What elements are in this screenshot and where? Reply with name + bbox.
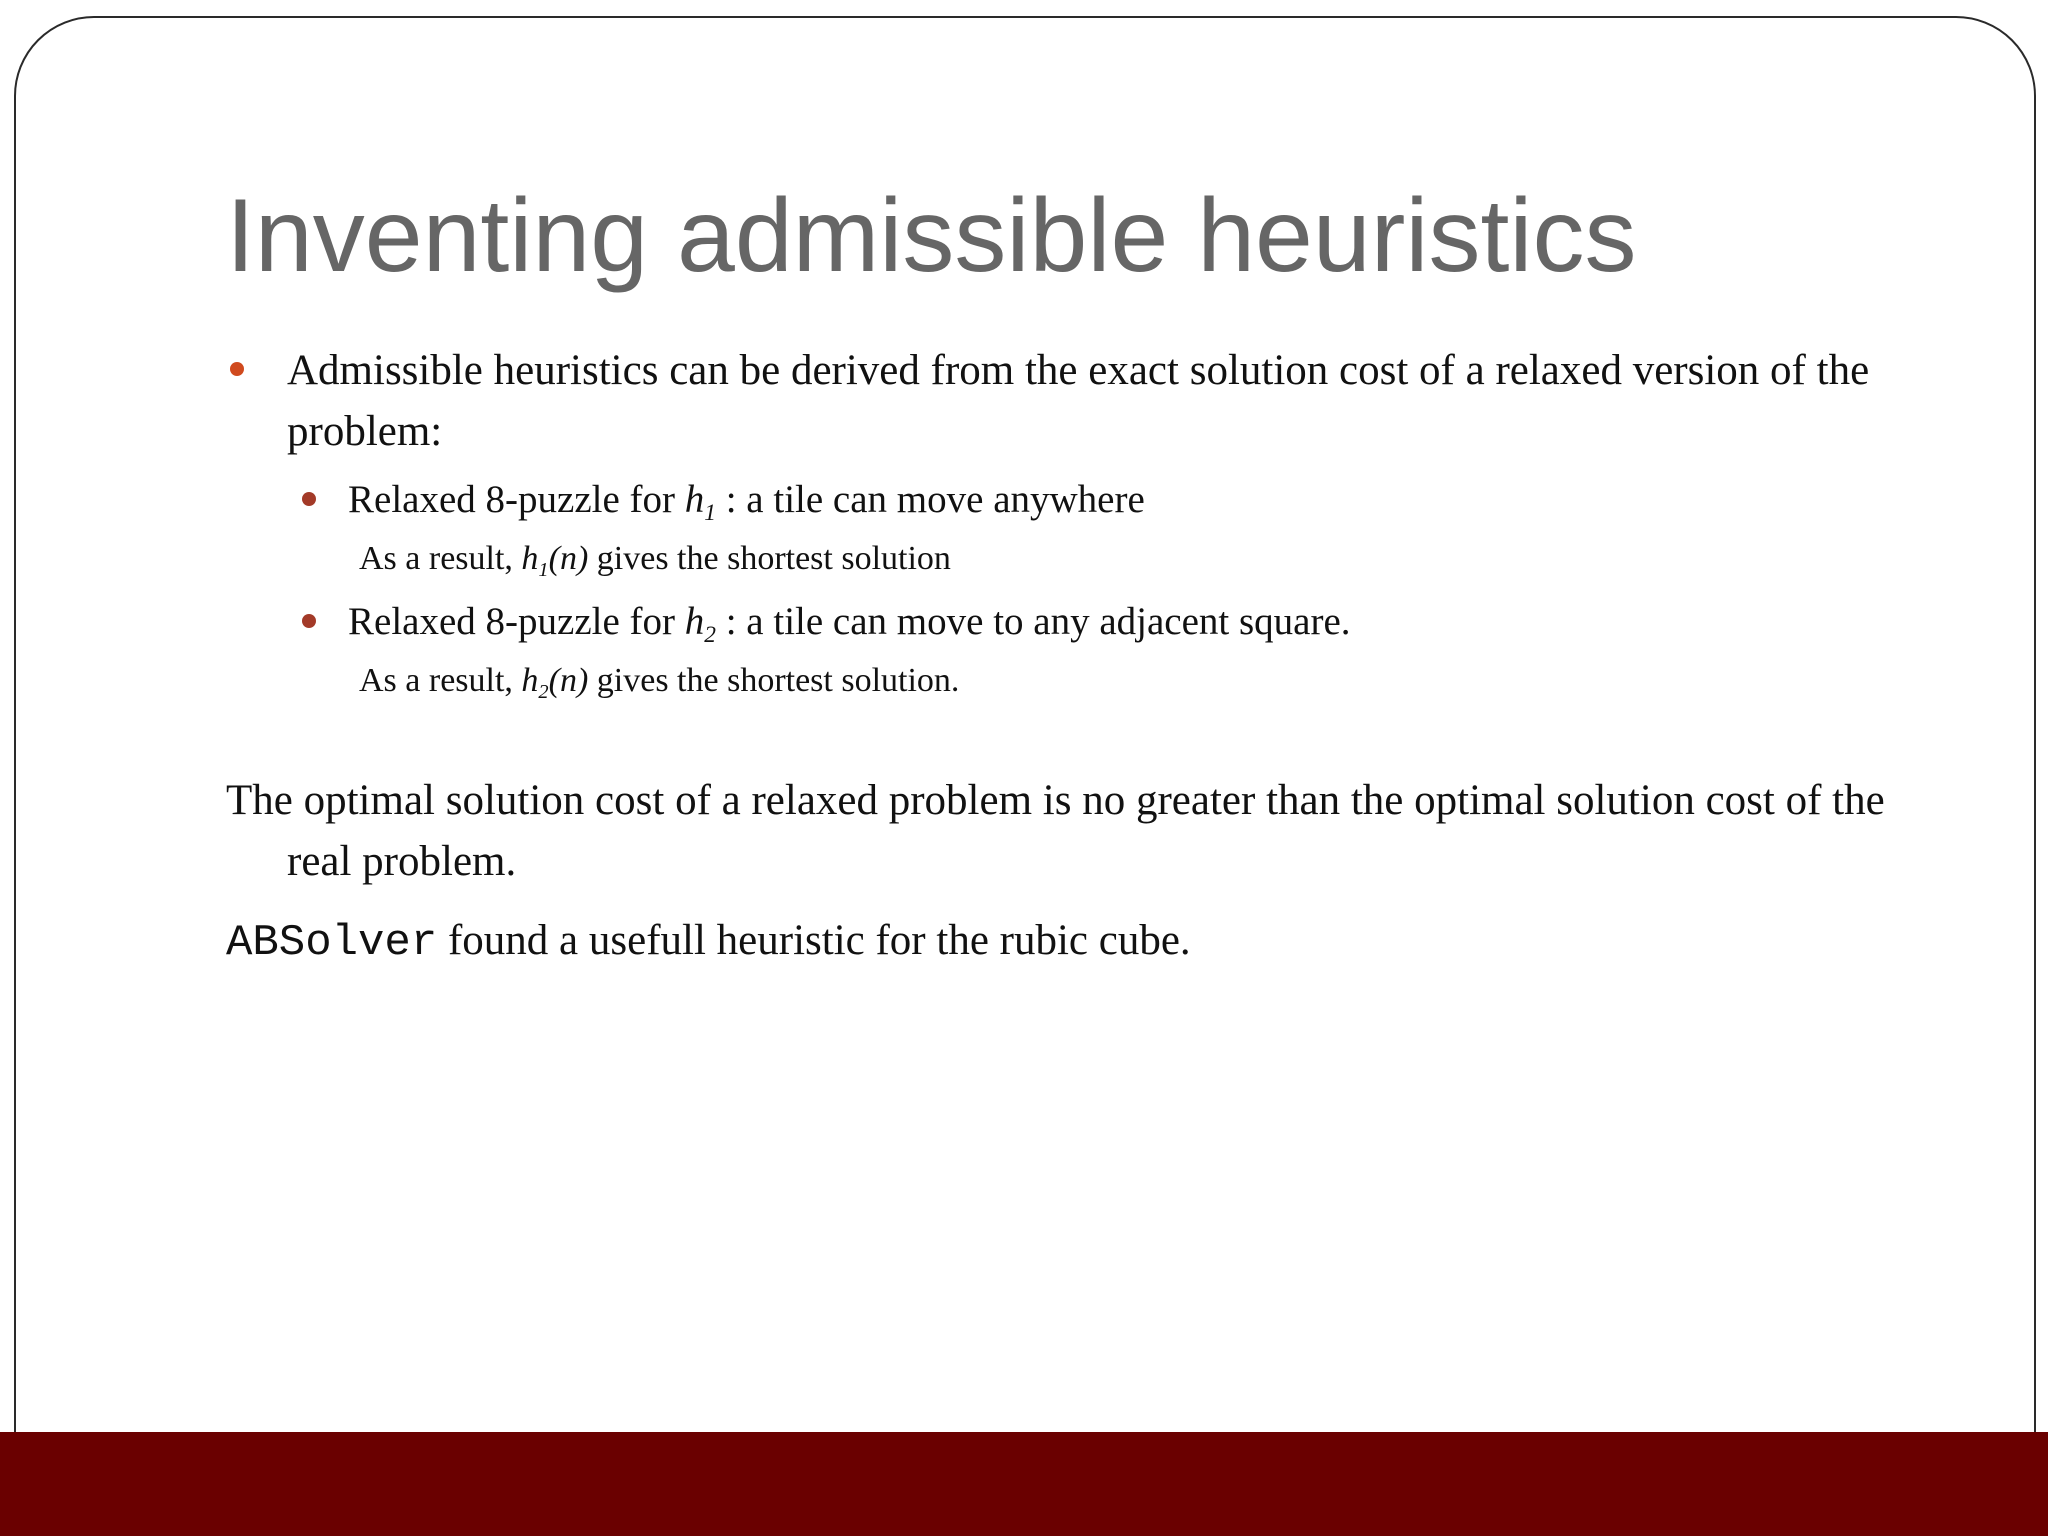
sub-bullet-item-h1 — [226, 472, 1926, 528]
math-variable: h — [521, 540, 539, 577]
math-argument: (n) — [548, 662, 589, 699]
math-subscript: 2 — [704, 622, 716, 649]
bullet-item-admissible — [226, 340, 1926, 462]
paragraph-optimal-cost: The optimal solution cost of a relaxed problem is no greater than the optimal solution cost of the real problem. — [226, 777, 1885, 885]
sub-bullet-text-post: : a tile can move anywhere — [715, 478, 1145, 521]
note-h2-result — [226, 656, 1926, 706]
paragraph-absolver — [226, 910, 1926, 974]
paragraph-text: found a usefull heuristic for the rubic cube. — [437, 917, 1191, 964]
note-text-post: gives the shortest solution. — [588, 662, 960, 699]
slide-title: Inventing admissible heuristics — [226, 178, 1637, 294]
sub-bullet-text-pre: Relaxed 8-puzzle for — [348, 600, 685, 643]
math-variable: h — [521, 662, 539, 699]
code-absolver: ABSolver — [226, 918, 438, 968]
math-subscript: 2 — [538, 681, 549, 704]
math-subscript: 1 — [538, 559, 549, 582]
bullet-dot-icon — [230, 362, 244, 376]
math-argument: (n) — [548, 540, 589, 577]
bullet-text: Admissible heuristics can be derived from the exact solution cost of a relaxed version of the problem: — [287, 347, 1870, 455]
note-text-pre: As a result, — [359, 540, 522, 577]
math-subscript: 1 — [704, 500, 716, 527]
bullet-dot-icon — [302, 614, 316, 628]
math-variable: h — [684, 478, 705, 521]
sub-bullet-text-pre: Relaxed 8-puzzle for — [348, 478, 685, 521]
footer-bar — [0, 1432, 2048, 1536]
slide-content — [226, 340, 1926, 974]
note-text-pre: As a result, — [359, 662, 522, 699]
bullet-dot-icon — [302, 492, 316, 506]
sub-bullet-text-post: : a tile can move to any adjacent square. — [715, 600, 1351, 643]
note-text-post: gives the shortest solution — [588, 540, 951, 577]
sub-bullet-item-h2 — [226, 594, 1926, 650]
note-h1-result — [226, 534, 1926, 584]
math-variable: h — [684, 600, 705, 643]
